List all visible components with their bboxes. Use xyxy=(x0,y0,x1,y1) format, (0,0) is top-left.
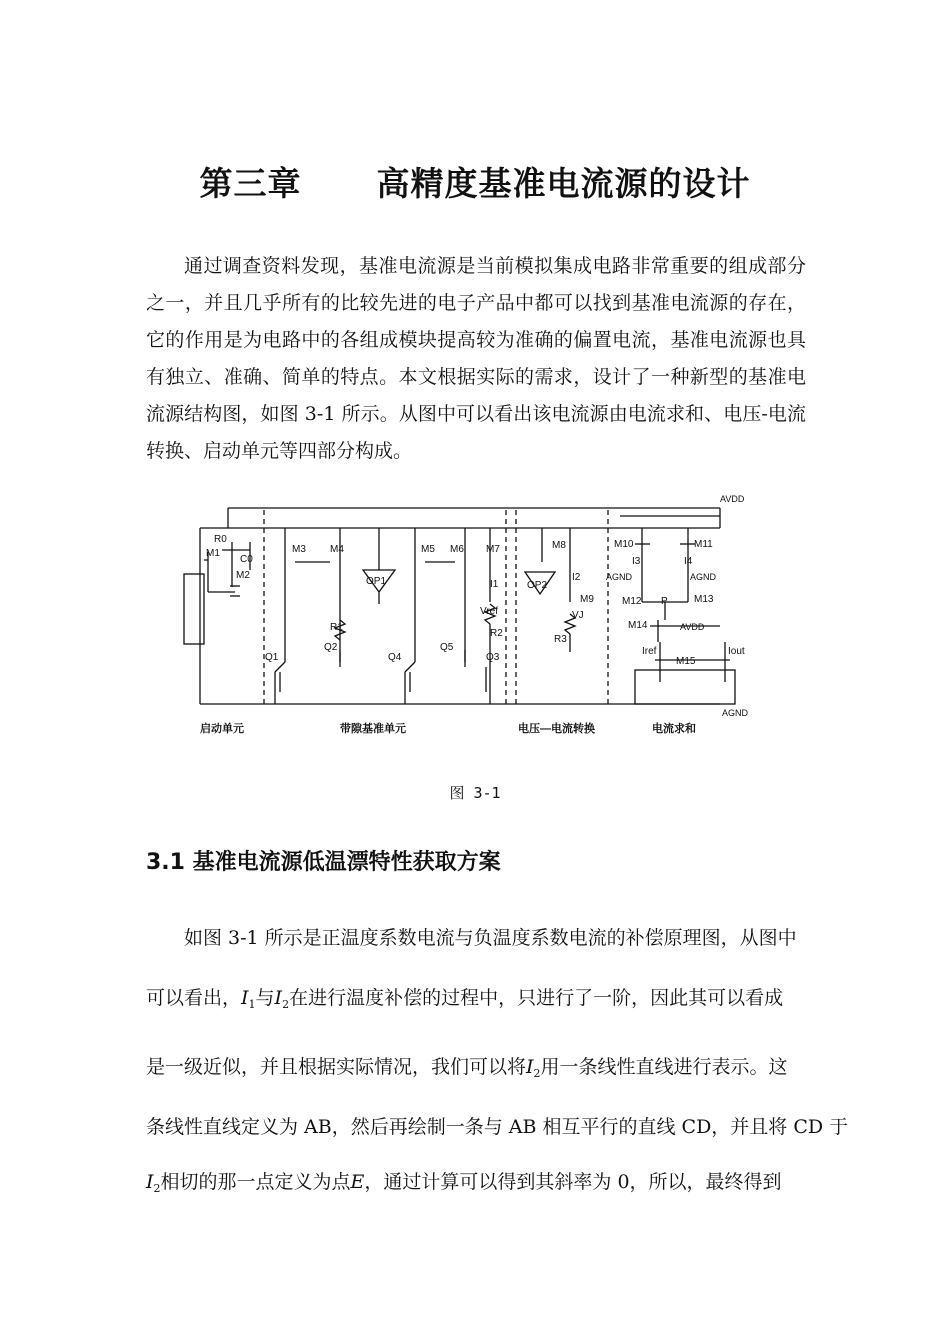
lbl-agnd-right: AGND xyxy=(690,572,717,582)
lbl-r0: R0 xyxy=(214,534,227,545)
body-line-5: $I_2$相切的那一点定义为点E，通过计算可以得到其斜率为 0，所以，最终得到 xyxy=(146,1171,782,1195)
lbl-m10: M10 xyxy=(614,539,634,550)
symbol-i2: $I_2$ xyxy=(146,1171,161,1195)
lbl-m1: M1 xyxy=(206,548,220,559)
lbl-avdd-inner: AVDD xyxy=(680,622,705,632)
lbl-q1: Q1 xyxy=(265,652,279,663)
lbl-m4: M4 xyxy=(330,544,344,555)
lbl-m6: M6 xyxy=(450,544,464,555)
lbl-m8: M8 xyxy=(552,540,566,551)
lbl-m12: M12 xyxy=(622,596,642,607)
lbl-op1: OP1 xyxy=(366,576,387,587)
section-sum: 电流求和 xyxy=(652,723,696,735)
lbl-q3: Q3 xyxy=(486,652,500,663)
lbl-i4: I4 xyxy=(684,556,693,567)
section-vi: 电压—电流转换 xyxy=(518,723,595,735)
lbl-agnd: AGND xyxy=(722,708,749,718)
lbl-m9: M9 xyxy=(580,594,594,605)
body-line-4: 条线性直线定义为 AB，然后再绘制一条与 AB 相互平行的直线 CD，并且将 CD 于 xyxy=(146,1116,849,1138)
lbl-q2: Q2 xyxy=(324,642,338,653)
body-line-1: 如图 3-1 所示是正温度系数电流与负温度系数电流的补偿原理图，从图中 xyxy=(184,927,797,949)
lbl-r1: R1 xyxy=(330,622,343,633)
lbl-i2: I2 xyxy=(572,572,581,583)
lbl-m7: M7 xyxy=(486,544,500,555)
circuit-diagram xyxy=(180,492,750,737)
lbl-agnd-left: AGND xyxy=(606,572,633,582)
lbl-m15: M15 xyxy=(676,656,696,667)
lbl-c0: C0 xyxy=(240,554,253,565)
chapter-title: 第三章 高精度基准电流源的设计 xyxy=(199,164,751,203)
lbl-i3: I3 xyxy=(632,556,641,567)
body-line-2: 可以看出，$I_1$与$I_2$在进行温度补偿的过程中，只进行了一阶，因此其可以看成 xyxy=(146,987,784,1011)
lbl-iout: Iout xyxy=(728,646,745,657)
lbl-q4: Q4 xyxy=(388,652,402,663)
intro-paragraph: 通过调查资料发现，基准电流源是当前模拟集成电路非常重要的组成部分之一，并且几乎所有的比较先进的电子产品中都可以找到基准电流源的存在，它的作用是为电路中的各组成模块提高较为准确的偏置电流，基准电流源也具有独立、准确、简单的特点。本文根据实际的需求，设计了一种新型的基准电流源结构图，如图 3-1 所示。从图中可以看出该电流源由电流求和、电压-电流转换、启动单元等四部分构成。 xyxy=(146,255,806,462)
lbl-p: P xyxy=(661,596,668,607)
lbl-vj: VJ xyxy=(572,610,584,621)
section-startup: 启动单元 xyxy=(200,723,244,735)
body-line-3: 是一级近似，并且根据实际情况，我们可以将$I_2$用一条线性直线进行表示。这 xyxy=(146,1056,788,1080)
symbol-i1: $I_1$ xyxy=(241,987,256,1011)
section-heading: 3.1 基准电流源低温漂特性获取方案 xyxy=(146,850,501,875)
symbol-i2: $I_2$ xyxy=(526,1056,541,1080)
lbl-m5: M5 xyxy=(421,544,435,555)
lbl-op2: OP2 xyxy=(527,580,548,591)
lbl-r2: R2 xyxy=(490,628,503,639)
lbl-q5: Q5 xyxy=(440,642,454,653)
lbl-avdd: AVDD xyxy=(720,494,745,504)
lbl-i1: I1 xyxy=(490,579,499,590)
lbl-m14: M14 xyxy=(628,620,648,631)
lbl-m13: M13 xyxy=(694,594,714,605)
lbl-m11: M11 xyxy=(694,539,713,550)
lbl-m2: M2 xyxy=(236,570,250,581)
symbol-e: E xyxy=(350,1171,365,1193)
section-bandgap: 带隙基准单元 xyxy=(340,723,406,735)
symbol-i2: $I_2$ xyxy=(274,987,290,1011)
lbl-r3: R3 xyxy=(554,634,567,645)
lbl-iref: Iref xyxy=(642,646,657,657)
figure-caption: 图 3-1 xyxy=(449,784,501,802)
lbl-vref: Vref xyxy=(480,606,498,617)
lbl-m3: M3 xyxy=(292,544,306,555)
